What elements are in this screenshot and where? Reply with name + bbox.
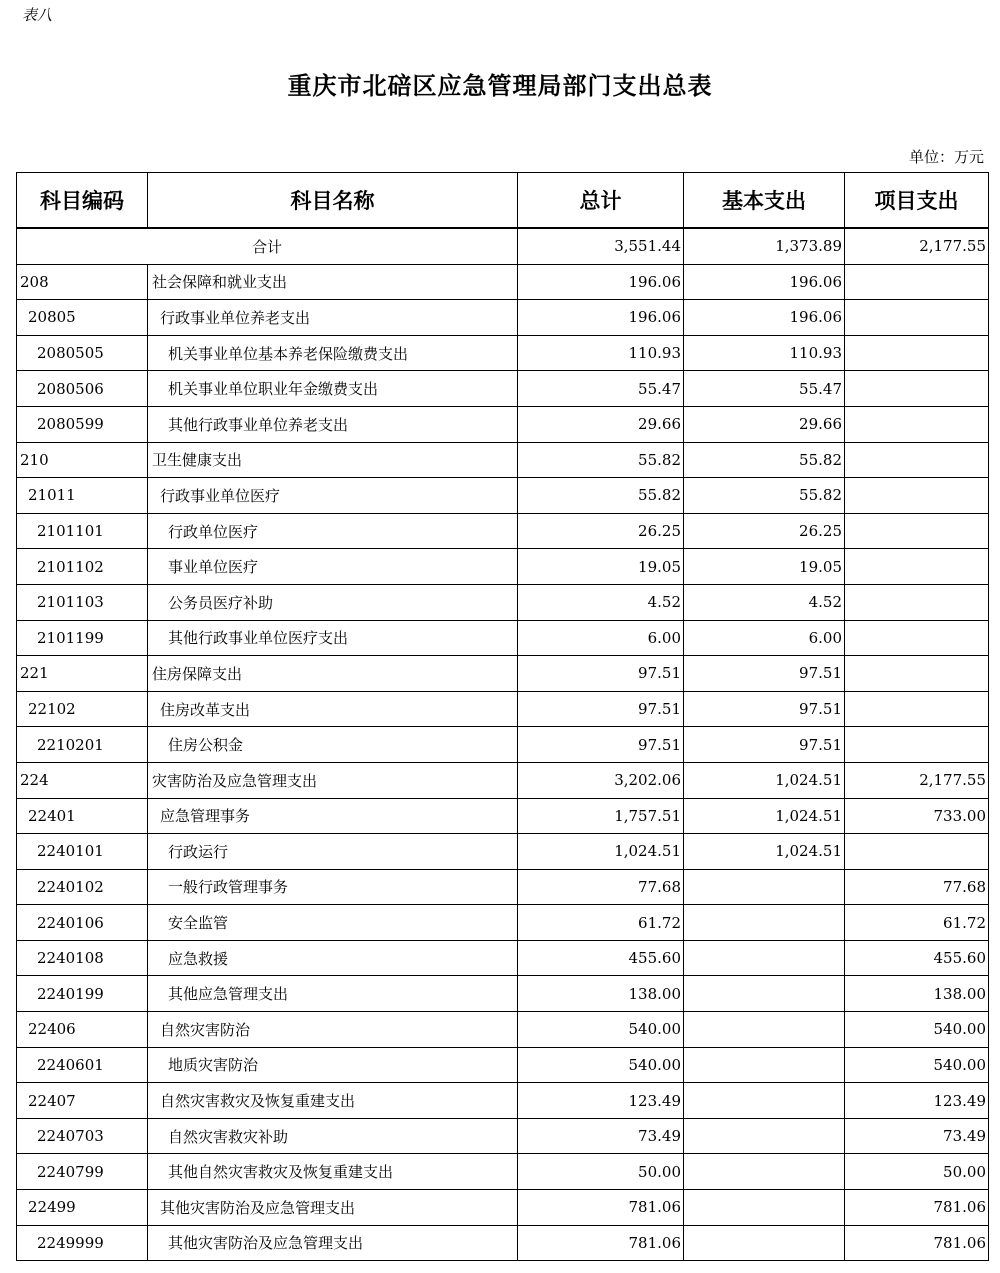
- table-body: [17, 228, 989, 1261]
- row-code: 2101102: [17, 549, 148, 585]
- row-code: 2101199: [17, 620, 148, 656]
- row-name: 其他应急管理支出: [148, 976, 518, 1012]
- row-basic: [684, 1225, 845, 1261]
- header-total: 总计: [518, 173, 684, 229]
- row-basic: 196.06: [684, 264, 845, 300]
- header-name: 科目名称: [148, 173, 518, 229]
- row-name: 自然灾害救灾及恢复重建支出: [148, 1083, 518, 1119]
- row-name: 灾害防治及应急管理支出: [148, 762, 518, 798]
- row-project: 138.00: [845, 976, 989, 1012]
- row-total: 97.51: [518, 691, 684, 727]
- row-code: 210: [17, 442, 148, 478]
- row-total: 781.06: [518, 1225, 684, 1261]
- row-basic: 55.47: [684, 371, 845, 407]
- row-code: 22102: [17, 691, 148, 727]
- row-total: 77.68: [518, 869, 684, 905]
- row-code: 2080599: [17, 406, 148, 442]
- row-total: 123.49: [518, 1083, 684, 1119]
- row-project: 781.06: [845, 1225, 989, 1261]
- row-basic: 55.82: [684, 478, 845, 514]
- row-basic: 196.06: [684, 300, 845, 336]
- row-name: 其他行政事业单位医疗支出: [148, 620, 518, 656]
- table-row: [17, 656, 989, 692]
- row-code: 2240101: [17, 834, 148, 870]
- table-row: [17, 478, 989, 514]
- row-total: 3,202.06: [518, 762, 684, 798]
- row-basic: 6.00: [684, 620, 845, 656]
- row-total: 6.00: [518, 620, 684, 656]
- row-project: [845, 834, 989, 870]
- table-row: [17, 1118, 989, 1154]
- row-name: 行政事业单位医疗: [148, 478, 518, 514]
- row-total: 61.72: [518, 905, 684, 941]
- row-project: [845, 406, 989, 442]
- row-code: 22406: [17, 1012, 148, 1048]
- row-code: 22499: [17, 1190, 148, 1226]
- row-total: 55.47: [518, 371, 684, 407]
- row-name: 行政单位医疗: [148, 513, 518, 549]
- row-total: 55.82: [518, 442, 684, 478]
- row-project: 455.60: [845, 940, 989, 976]
- row-name: 公务员医疗补助: [148, 584, 518, 620]
- row-project: 77.68: [845, 869, 989, 905]
- row-code: 208: [17, 264, 148, 300]
- row-name: 住房保障支出: [148, 656, 518, 692]
- table-row: [17, 549, 989, 585]
- row-total: 1,024.51: [518, 834, 684, 870]
- table-row: [17, 406, 989, 442]
- row-basic: [684, 976, 845, 1012]
- row-total: 29.66: [518, 406, 684, 442]
- unit-label: 单位：万元: [908, 148, 984, 166]
- row-code: 224: [17, 762, 148, 798]
- row-basic: [684, 869, 845, 905]
- table-row: [17, 584, 989, 620]
- row-name: 安全监管: [148, 905, 518, 941]
- total-sum: 3,551.44: [518, 228, 684, 264]
- header-code: 科目编码: [17, 173, 148, 229]
- row-code: 2240102: [17, 869, 148, 905]
- total-basic: 1,373.89: [684, 228, 845, 264]
- row-code: 2240703: [17, 1118, 148, 1154]
- row-project: 61.72: [845, 905, 989, 941]
- row-basic: 110.93: [684, 335, 845, 371]
- row-project: 540.00: [845, 1047, 989, 1083]
- row-basic: 1,024.51: [684, 834, 845, 870]
- row-project: [845, 513, 989, 549]
- table-row: [17, 442, 989, 478]
- table-row: [17, 940, 989, 976]
- row-code: 2101101: [17, 513, 148, 549]
- row-code: 2240601: [17, 1047, 148, 1083]
- row-name: 住房公积金: [148, 727, 518, 763]
- row-basic: [684, 1154, 845, 1190]
- row-code: 21011: [17, 478, 148, 514]
- sheet-label: 表八: [22, 6, 53, 24]
- row-basic: [684, 1047, 845, 1083]
- table-row: [17, 300, 989, 336]
- table-row: [17, 1047, 989, 1083]
- row-total: 110.93: [518, 335, 684, 371]
- row-name: 其他自然灾害救灾及恢复重建支出: [148, 1154, 518, 1190]
- row-name: 自然灾害防治: [148, 1012, 518, 1048]
- table-row: [17, 264, 989, 300]
- row-name: 其他灾害防治及应急管理支出: [148, 1225, 518, 1261]
- table-row: [17, 371, 989, 407]
- table-row: [17, 798, 989, 834]
- row-name: 地质灾害防治: [148, 1047, 518, 1083]
- total-project: 2,177.55: [845, 228, 989, 264]
- table-row: [17, 335, 989, 371]
- row-total: 540.00: [518, 1012, 684, 1048]
- row-project: 50.00: [845, 1154, 989, 1190]
- row-basic: 97.51: [684, 691, 845, 727]
- table-row: [17, 1154, 989, 1190]
- row-project: 73.49: [845, 1118, 989, 1154]
- row-name: 行政事业单位养老支出: [148, 300, 518, 336]
- row-name: 其他灾害防治及应急管理支出: [148, 1190, 518, 1226]
- row-code: 2210201: [17, 727, 148, 763]
- table-row: [17, 620, 989, 656]
- table-row: [17, 1225, 989, 1261]
- row-basic: [684, 1190, 845, 1226]
- table-row: [17, 976, 989, 1012]
- row-code: 22401: [17, 798, 148, 834]
- row-total: 196.06: [518, 264, 684, 300]
- row-basic: [684, 1118, 845, 1154]
- row-name: 住房改革支出: [148, 691, 518, 727]
- row-total: 19.05: [518, 549, 684, 585]
- row-project: 733.00: [845, 798, 989, 834]
- row-project: 781.06: [845, 1190, 989, 1226]
- table-row: [17, 1083, 989, 1119]
- row-name: 机关事业单位基本养老保险缴费支出: [148, 335, 518, 371]
- row-basic: [684, 1012, 845, 1048]
- row-basic: [684, 1083, 845, 1119]
- row-basic: 1,024.51: [684, 798, 845, 834]
- row-name: 机关事业单位职业年金缴费支出: [148, 371, 518, 407]
- row-code: 221: [17, 656, 148, 692]
- expenditure-table: [16, 172, 989, 1261]
- row-project: [845, 549, 989, 585]
- table-row: [17, 513, 989, 549]
- row-basic: 19.05: [684, 549, 845, 585]
- row-total: 781.06: [518, 1190, 684, 1226]
- row-total: 540.00: [518, 1047, 684, 1083]
- row-total: 4.52: [518, 584, 684, 620]
- row-total: 97.51: [518, 656, 684, 692]
- table-row: [17, 869, 989, 905]
- row-code: 2240199: [17, 976, 148, 1012]
- table-row: [17, 834, 989, 870]
- row-project: [845, 300, 989, 336]
- page-title: 重庆市北碚区应急管理局部门支出总表: [287, 71, 713, 100]
- row-code: 2101103: [17, 584, 148, 620]
- row-code: 22407: [17, 1083, 148, 1119]
- row-code: 2080506: [17, 371, 148, 407]
- row-basic: 29.66: [684, 406, 845, 442]
- row-basic: 97.51: [684, 656, 845, 692]
- table-row: [17, 1190, 989, 1226]
- row-project: [845, 442, 989, 478]
- row-project: [845, 478, 989, 514]
- row-project: 2,177.55: [845, 762, 989, 798]
- row-total: 196.06: [518, 300, 684, 336]
- row-basic: 55.82: [684, 442, 845, 478]
- row-project: [845, 691, 989, 727]
- row-name: 应急救援: [148, 940, 518, 976]
- table-row: [17, 727, 989, 763]
- row-project: [845, 620, 989, 656]
- row-name: 自然灾害救灾补助: [148, 1118, 518, 1154]
- row-basic: 4.52: [684, 584, 845, 620]
- header-basic: 基本支出: [684, 173, 845, 229]
- total-label: 合计: [17, 228, 518, 264]
- row-code: 2249999: [17, 1225, 148, 1261]
- header-row: [17, 173, 989, 229]
- row-code: 20805: [17, 300, 148, 336]
- row-total: 50.00: [518, 1154, 684, 1190]
- row-basic: 1,024.51: [684, 762, 845, 798]
- row-name: 行政运行: [148, 834, 518, 870]
- row-name: 社会保障和就业支出: [148, 264, 518, 300]
- row-total: 1,757.51: [518, 798, 684, 834]
- row-name: 一般行政管理事务: [148, 869, 518, 905]
- row-code: 2240106: [17, 905, 148, 941]
- row-total: 455.60: [518, 940, 684, 976]
- table-row: [17, 1012, 989, 1048]
- header-project: 项目支出: [845, 173, 989, 229]
- table-row: [17, 905, 989, 941]
- row-name: 其他行政事业单位养老支出: [148, 406, 518, 442]
- row-project: 540.00: [845, 1012, 989, 1048]
- row-total: 73.49: [518, 1118, 684, 1154]
- row-code: 2240108: [17, 940, 148, 976]
- row-project: [845, 656, 989, 692]
- row-project: [845, 264, 989, 300]
- table-row: [17, 762, 989, 798]
- row-total: 55.82: [518, 478, 684, 514]
- row-name: 卫生健康支出: [148, 442, 518, 478]
- row-basic: 97.51: [684, 727, 845, 763]
- row-total: 97.51: [518, 727, 684, 763]
- row-project: [845, 584, 989, 620]
- row-basic: 26.25: [684, 513, 845, 549]
- row-project: [845, 371, 989, 407]
- total-row: [17, 228, 989, 264]
- row-total: 138.00: [518, 976, 684, 1012]
- row-basic: [684, 905, 845, 941]
- row-project: [845, 727, 989, 763]
- row-name: 事业单位医疗: [148, 549, 518, 585]
- row-total: 26.25: [518, 513, 684, 549]
- row-code: 2240799: [17, 1154, 148, 1190]
- table-row: [17, 691, 989, 727]
- row-project: 123.49: [845, 1083, 989, 1119]
- row-project: [845, 335, 989, 371]
- row-code: 2080505: [17, 335, 148, 371]
- row-name: 应急管理事务: [148, 798, 518, 834]
- row-basic: [684, 940, 845, 976]
